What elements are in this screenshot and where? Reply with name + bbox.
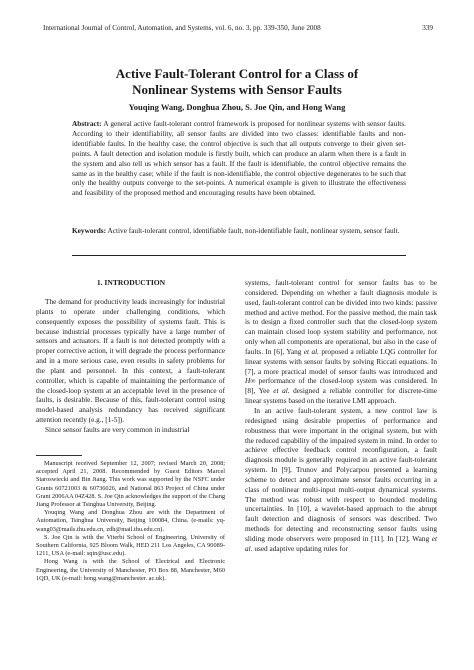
body-paragraph: The demand for productivity leads increasingly for industrial plants to operate under challenging conditions, which consequently exposes the possibility of systems fault. This is because industrial processes typically have a large number of sensors and actuators. If a fault is not detected promptly with a proper corrective action, it will degrade the process performance and in a more serious case, even results in safety problems for the plant and personnel. In this context, a fault-tolerant controller, which is capable of maintaining the performance of the closed-loop system at an acceptable level in the presence of faults, is desirable. Because of this, fault-tolerant control using model-based analysis redundancy has received significant attention recently (e.g., [1-5]). [36, 297, 225, 425]
paragraph-text: used adaptive updating rules for [254, 543, 348, 553]
paragraph-text: proposed a reliable LQG controller for linear systems with sensor faults by solving Riccati equations. In [7], a more practical model of sensor faults was introduced and [245, 346, 437, 376]
title-line: Nonlinear Systems with Sensor Faults [132, 82, 342, 97]
footnotes [36, 460, 225, 583]
body-paragraph [245, 406, 437, 554]
italic-text: et al. [245, 533, 437, 553]
footnote: Youqing Wang and Donghua Zhou are with the Department of Automation, Tsinghua University, Beijing 100084, China. (e-mails: yq-wang03@mails.thu.edu.cn, zdh@mail.thu.edu.cn). [36, 509, 225, 533]
running-head [43, 24, 433, 32]
journal-citation: International Journal of Control, Automation, and Systems, vol. 6, no. 3, pp. 339-350, June 2008 [43, 24, 321, 32]
abstract [72, 119, 406, 198]
header-divider [72, 255, 406, 256]
paragraph-text: systems, fault-tolerant control for sensor faults has to be considered. Depending on whether a fault diagnosis module is used, fault-tolerant control can be divided into two kinds: passive method and active method. For the passive method, the main task is to design a fixed controller such that the closed-loop system can maintain closed loop system stability and performance, not only when all components are operational, but also in the case of faults. In [6], Yang [245, 278, 437, 356]
footnote: Hong Wang is with the School of Electrical and Electronic Engineering, the University of Manchester, PO Box 88, Manchester, M60 1QD, UK (e-mail: hong.wang@manchester. ac.uk). [36, 558, 225, 582]
italic-text: et al. [273, 386, 290, 396]
keywords [72, 226, 406, 236]
paragraph-text: In an active fault-tolerant system, a new control law is redesigned using desirable properties of performance and robustness that were important in the original system, but with the reduced capability of the impaired system in mind. In order to achieve effective feedback control reconfiguration, a fault diagnosis module is generally required in an active fault-tolerant system. In [9], Trunov and Polycarpou presented a learning scheme to detect and approximate sensor faults occurring in a class of nonlinear multi-input multi-output dynamical systems. The method was robust with respect to bounded modeling uncertainties. In [10], a wavelet-based approach to the abrupt fault detection and diagnosis of sensors was described. Two methods for detecting and reconstructing sensor faults using sliding mode observers were proposed in [11]. In [12], Wang [245, 405, 437, 543]
body-paragraph: Since sensor faults are very common in industrial [45, 424, 190, 434]
page-number: 339 [422, 24, 433, 32]
left-column [36, 297, 225, 435]
paragraph-text: performance of the closed-loop system was considered. In [8], Yee [245, 376, 437, 396]
right-column [245, 278, 437, 554]
section-heading: 1. INTRODUCTION [96, 278, 166, 287]
abstract-text: A general active fault-tolerant control framework is proposed for nonlinear systems with sensor faults. According to their identifiability, all sensor faults are divided into two classes: identifiable faults and non-identifiable faults. In the healthy case, the control objective is such that all outputs converge to their given set-points. A fault detection and isolation module is firstly built, which can produce an alarm when there is a fault in the system and also tell us which sensor has a fault. If the fault is identifiable, the control objective remains the same as in the healthy case; while if the fault is non-identifiable, the control objective degenerates to be such that only the healthy outputs converge to the set-points. A numerical example is given to illustrate the effectiveness and feasibility of the proposed method and encouraging results have been obtained. [72, 119, 406, 198]
footnote-divider [36, 455, 82, 456]
footnote: S. Joe Qin is with the Viterbi School of Engineering, University of Southern California, 925 Bloom Walk, HED 211 Los Angeles, CA 90089-1211, USA (e-mail: sqin@usc.edu). [36, 533, 225, 558]
title-line: Active Fault-Tolerant Control for a Class of [115, 66, 359, 81]
paragraph-text: designed a reliable controller for discrete-time linear systems based on the iterative LMI approach. [245, 386, 438, 406]
keywords-label: Keywords: [72, 226, 107, 235]
paper-title [0, 66, 474, 98]
keywords-text: Active fault-tolerant control, identifiable fault, non-identifiable fault, nonlinear system, sensor fault. [107, 226, 400, 235]
italic-text: et al. [303, 346, 319, 356]
abstract-label: Abstract: [72, 119, 102, 128]
math-symbol: H∞ [245, 376, 256, 386]
author-list: Youqing Wang, Donghua Zhou, S. Joe Qin, and Hong Wang [128, 102, 346, 112]
footnote: Manuscript received September 12, 2007; revised March 20, 2008; accepted April 21, 2008. Recommended by Guest Editors Marcel Staroswiecki and Bin Jiang. This work was supported by the NSFC under Grants 60721003 & 60736026, and National 863 Project of China under Grant 2006AA 04Z428. S. Joe Qin acknowledges the support of the Chang Jiang Professor at Tsinghua University, Beijing. [36, 460, 225, 509]
body-paragraph [245, 278, 437, 406]
